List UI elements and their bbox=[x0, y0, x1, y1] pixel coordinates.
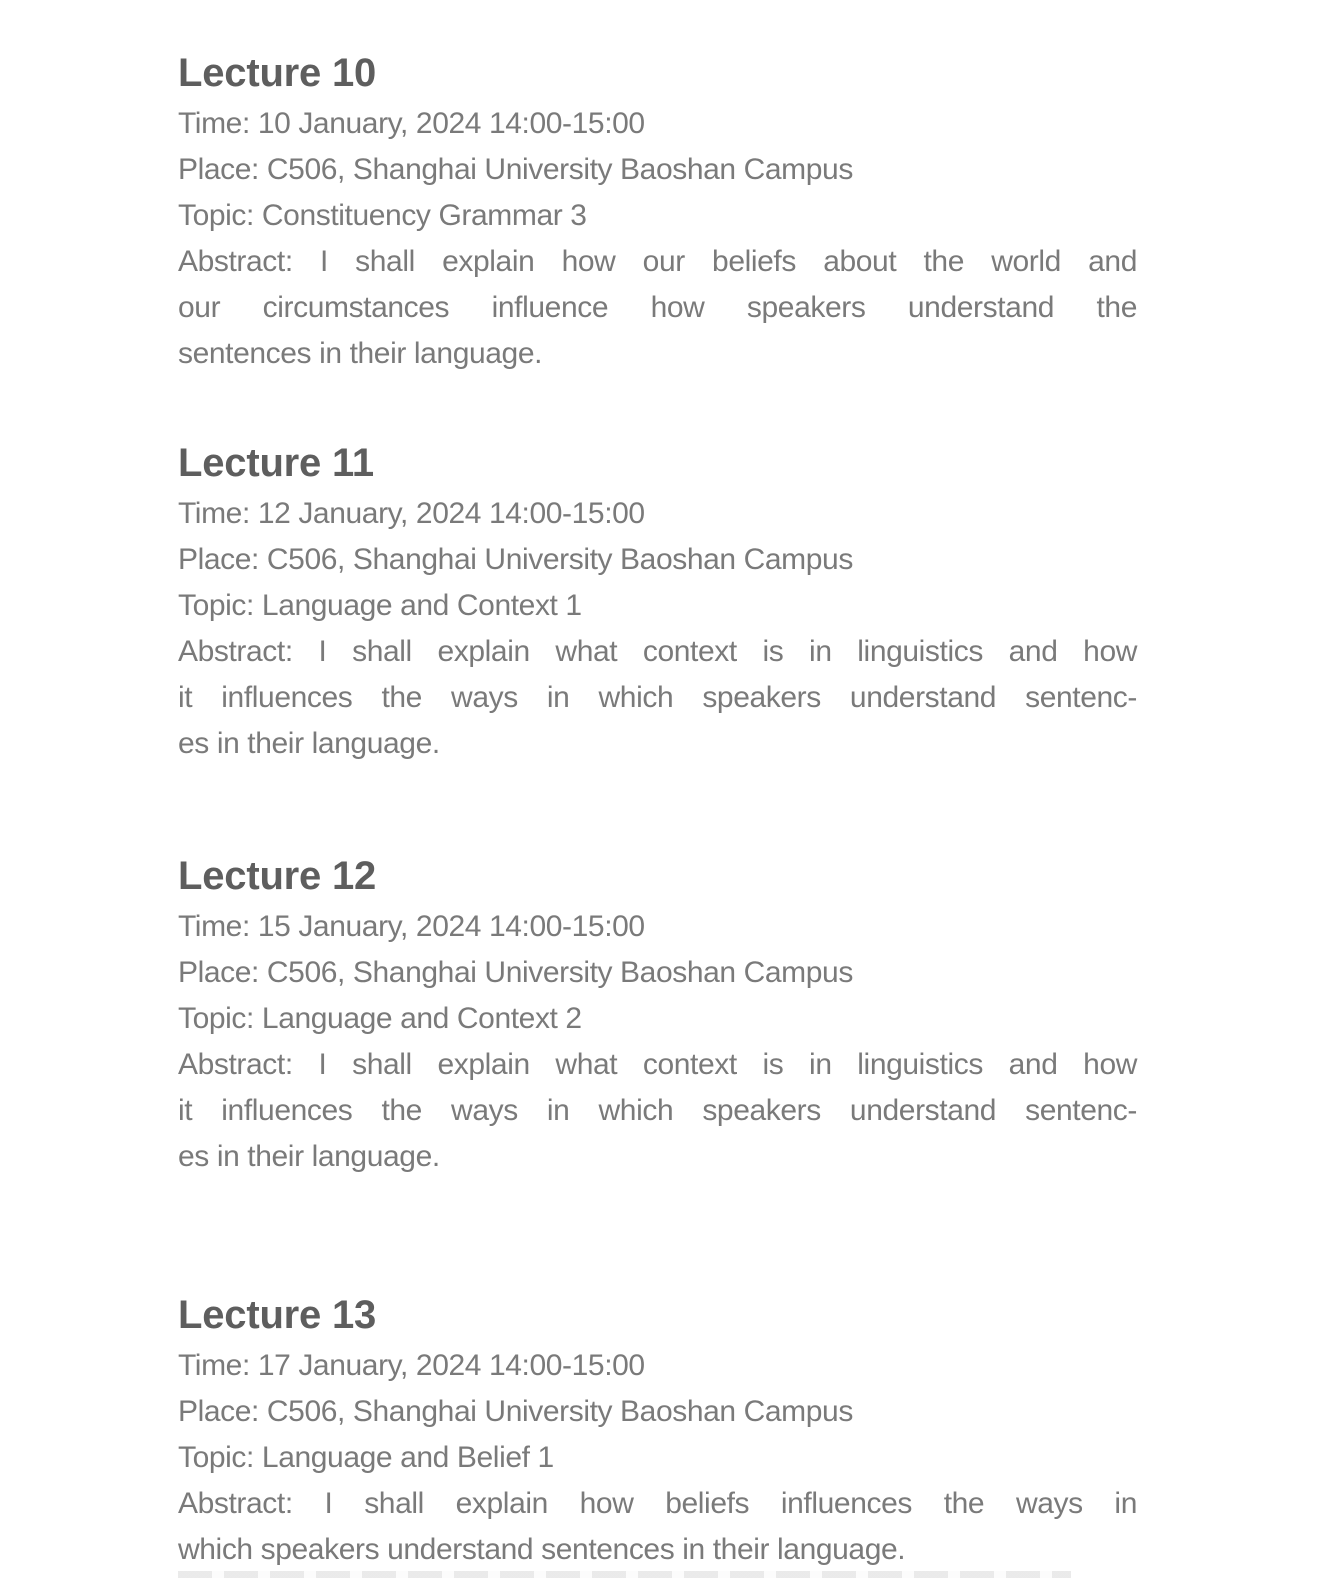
time-line bbox=[178, 491, 1137, 537]
topic-line bbox=[178, 583, 1137, 629]
time-value: 17 January, 2024 14:00-15:00 bbox=[257, 1349, 645, 1382]
place-line bbox=[178, 1389, 1137, 1435]
time-label: Time: bbox=[178, 1349, 258, 1382]
abstract-text: es in their language. bbox=[178, 727, 440, 760]
place-label: Place: bbox=[178, 956, 267, 989]
topic-label: Topic: bbox=[178, 589, 262, 622]
time-line bbox=[178, 1343, 1137, 1389]
abstract-label: Abstract: bbox=[178, 1048, 319, 1081]
time-label: Time: bbox=[178, 910, 258, 943]
abstract-text: I shall explain how our beliefs about the world and bbox=[320, 245, 1137, 278]
lecture-title: Lecture 12 bbox=[178, 854, 377, 898]
place-label: Place: bbox=[178, 153, 267, 186]
place-value: C506, Shanghai University Baoshan Campus bbox=[266, 153, 853, 186]
abstract-text: it influences the ways in which speakers understand sentenc- bbox=[178, 681, 1137, 714]
place-line bbox=[178, 147, 1137, 193]
abstract-label: Abstract: bbox=[178, 635, 319, 668]
topic-value: Language and Belief 1 bbox=[261, 1441, 554, 1474]
abstract-text: es in their language. bbox=[178, 1140, 440, 1173]
abstract-line bbox=[178, 1042, 1137, 1088]
place-value: C506, Shanghai University Baoshan Campus bbox=[266, 1395, 853, 1428]
topic-value: Language and Context 1 bbox=[261, 589, 582, 622]
abstract-text: sentences in their language. bbox=[178, 337, 543, 370]
time-label: Time: bbox=[178, 497, 258, 530]
time-value: 10 January, 2024 14:00-15:00 bbox=[257, 107, 645, 140]
lecture-title: Lecture 13 bbox=[178, 1293, 377, 1337]
time-value: 12 January, 2024 14:00-15:00 bbox=[257, 497, 645, 530]
topic-value: Language and Context 2 bbox=[261, 1002, 582, 1035]
abstract-label: Abstract: bbox=[178, 245, 321, 278]
place-line bbox=[178, 537, 1137, 583]
time-line bbox=[178, 904, 1137, 950]
lecture-title: Lecture 10 bbox=[178, 51, 377, 95]
time-line bbox=[178, 101, 1137, 147]
place-label: Place: bbox=[178, 1395, 267, 1428]
place-label: Place: bbox=[178, 543, 267, 576]
place-value: C506, Shanghai University Baoshan Campus bbox=[266, 543, 853, 576]
abstract-line bbox=[178, 239, 1137, 285]
time-value: 15 January, 2024 14:00-15:00 bbox=[257, 910, 645, 943]
abstract-line bbox=[178, 331, 1137, 377]
topic-label: Topic: bbox=[178, 1441, 262, 1474]
abstract-line bbox=[178, 629, 1137, 675]
topic-value: Constituency Grammar 3 bbox=[261, 199, 587, 232]
abstract-line bbox=[178, 675, 1137, 721]
lecture-section bbox=[178, 853, 1137, 1180]
abstract-line bbox=[178, 721, 1137, 767]
abstract-line bbox=[178, 285, 1137, 331]
abstract-line bbox=[178, 1481, 1137, 1527]
place-line bbox=[178, 950, 1137, 996]
abstract-line bbox=[178, 1088, 1137, 1134]
time-label: Time: bbox=[178, 107, 258, 140]
cutoff-next-line bbox=[178, 1571, 1071, 1578]
abstract-text: it influences the ways in which speakers understand sentenc- bbox=[178, 1094, 1137, 1127]
topic-line bbox=[178, 193, 1137, 239]
lecture-section bbox=[178, 440, 1137, 767]
lecture-section bbox=[178, 50, 1137, 377]
topic-line bbox=[178, 996, 1137, 1042]
topic-label: Topic: bbox=[178, 1002, 262, 1035]
lecture-section bbox=[178, 1292, 1137, 1573]
abstract-text: I shall explain how beliefs influences the ways in bbox=[324, 1487, 1137, 1520]
lecture-list bbox=[178, 50, 1137, 1573]
abstract-label: Abstract: bbox=[178, 1487, 325, 1520]
abstract-text: I shall explain what context is in linguistics and how bbox=[318, 635, 1137, 668]
abstract-line bbox=[178, 1134, 1137, 1180]
abstract-line bbox=[178, 1527, 1137, 1573]
abstract-text: which speakers understand sentences in their language. bbox=[178, 1533, 906, 1566]
place-value: C506, Shanghai University Baoshan Campus bbox=[266, 956, 853, 989]
topic-label: Topic: bbox=[178, 199, 262, 232]
abstract-text: our circumstances influence how speakers understand the bbox=[178, 291, 1137, 324]
abstract-text: I shall explain what context is in linguistics and how bbox=[318, 1048, 1137, 1081]
topic-line bbox=[178, 1435, 1137, 1481]
lecture-title: Lecture 11 bbox=[178, 441, 374, 485]
